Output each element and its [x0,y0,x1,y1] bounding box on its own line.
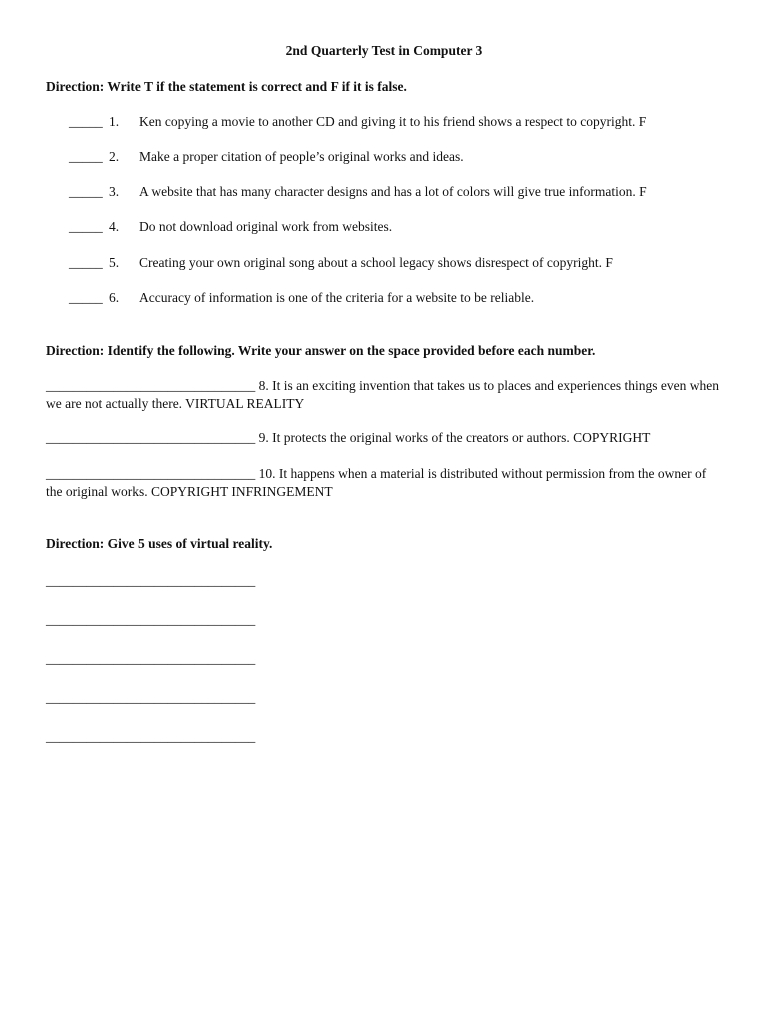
answer-blank: _____ [69,184,103,199]
item-statement: Ken copying a movie to another CD and giving it to his friend shows a respect to copyright. F [139,114,647,129]
answer-blank: _______________________________ [46,378,256,393]
identify-item-9 [46,429,726,447]
item-statement: 9. It protects the original works of the creators or authors. COPYRIGHT [255,430,651,445]
answer-blank: _____ [69,255,103,270]
item-number: 2. [109,149,120,164]
item-number: 5. [109,255,120,270]
item-statement: Make a proper citation of people’s original works and ideas. [139,149,464,164]
item-statement: 8. It is an exciting invention that takes us to places and experiences things even when we are not actually there. VIRTUAL REALITY [46,378,719,411]
answer-blank: _______________________________ [46,466,256,481]
answer-blank: _______________________________ [46,430,256,445]
answer-blank: _____ [69,149,103,164]
item-number: 3. [109,184,120,199]
answer-line-4: _______________________________ [46,690,256,705]
answer-line-5: _______________________________ [46,729,256,744]
item-statement: A website that has many character designs and has a lot of colors will give true information. F [139,184,647,199]
direction-true-false: Direction: Write T if the statement is correct and F if it is false. [46,79,407,94]
item-statement: Do not download original work from websites. [139,219,393,234]
direction-vr-uses: Direction: Give 5 uses of virtual reality. [46,536,273,551]
answer-blank: _____ [69,219,103,234]
item-number: 1. [109,114,120,129]
item-statement: Creating your own original song about a school legacy shows disrespect of copyright. F [139,255,613,270]
answer-line-2: _______________________________ [46,612,256,627]
direction-identify: Direction: Identify the following. Write your answer on the space provided before each number. [46,343,596,358]
answer-line-3: _______________________________ [46,651,256,666]
answer-blank: _____ [69,114,103,129]
identify-item-10 [46,465,726,501]
item-statement: 10. It happens when a material is distributed without permission from the owner of the original works. COPYRIGHT INFRINGEMENT [46,466,707,499]
item-number: 4. [109,219,120,234]
item-number: 6. [109,290,120,305]
item-statement: Accuracy of information is one of the criteria for a website to be reliable. [139,290,535,305]
answer-blank: _____ [69,290,103,305]
page-title: 2nd Quarterly Test in Computer 3 [285,43,483,58]
answer-line-1: _______________________________ [46,573,256,588]
identify-item-8 [46,377,726,413]
